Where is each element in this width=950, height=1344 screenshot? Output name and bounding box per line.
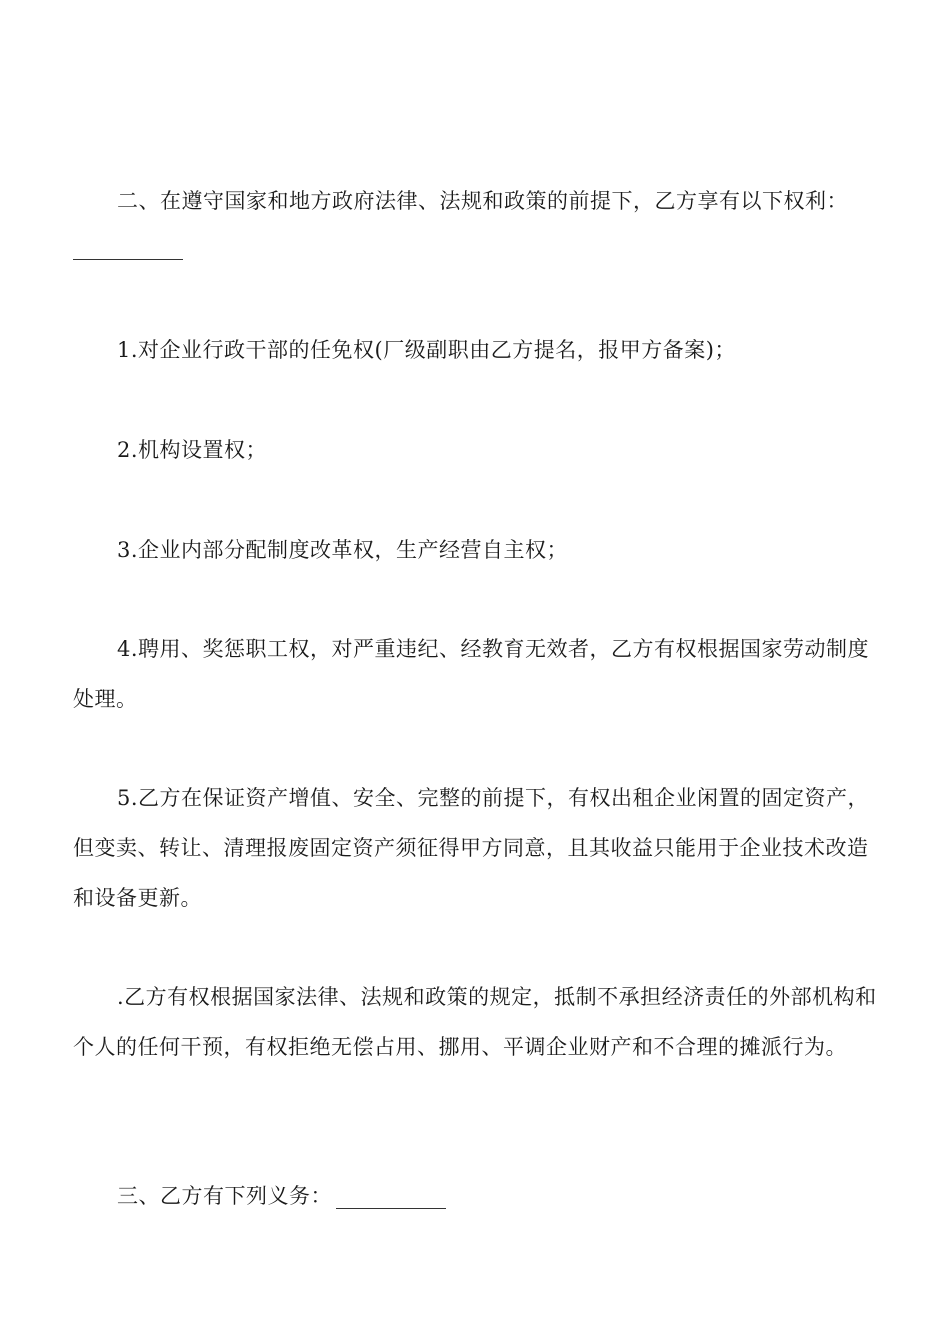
list-item-1: 1.对企业行政干部的任免权(厂级副职由乙方提名，报甲方备案)； (117, 338, 736, 362)
list-item-4: 4.聘用、奖惩职工权，对严重违纪、经教育无效者，乙方有权根据国家劳动制度处理。 (73, 637, 870, 711)
section-3-heading (73, 1171, 883, 1221)
list-item-3: 3.企业内部分配制度改革权，生产经营自主权； (117, 538, 569, 562)
blank-line (336, 1207, 446, 1209)
list-item-6: .乙方有权根据国家法律、法规和政策的规定，抵制不承担经济责任的外部机构和个人的任何干预，有权拒绝无偿占用、挪用、平调企业财产和不合理的摊派行为。 (73, 985, 877, 1059)
section-2-heading: 二、在遵守国家和地方政府法律、法规和政策的前提下，乙方享有以下权利： (117, 189, 848, 213)
list-item-5: 5.乙方在保证资产增值、安全、完整的前提下，有权出租企业闲置的固定资产，但变卖、转让、清理报废固定资产须征得甲方同意，且其收益只能用于企业技术改造和设备更新。 (73, 786, 870, 910)
section-3-heading-text: 三、乙方有下列义务： (117, 1184, 332, 1208)
blank-line (73, 259, 183, 260)
list-item-2: 2.机构设置权； (117, 438, 268, 462)
